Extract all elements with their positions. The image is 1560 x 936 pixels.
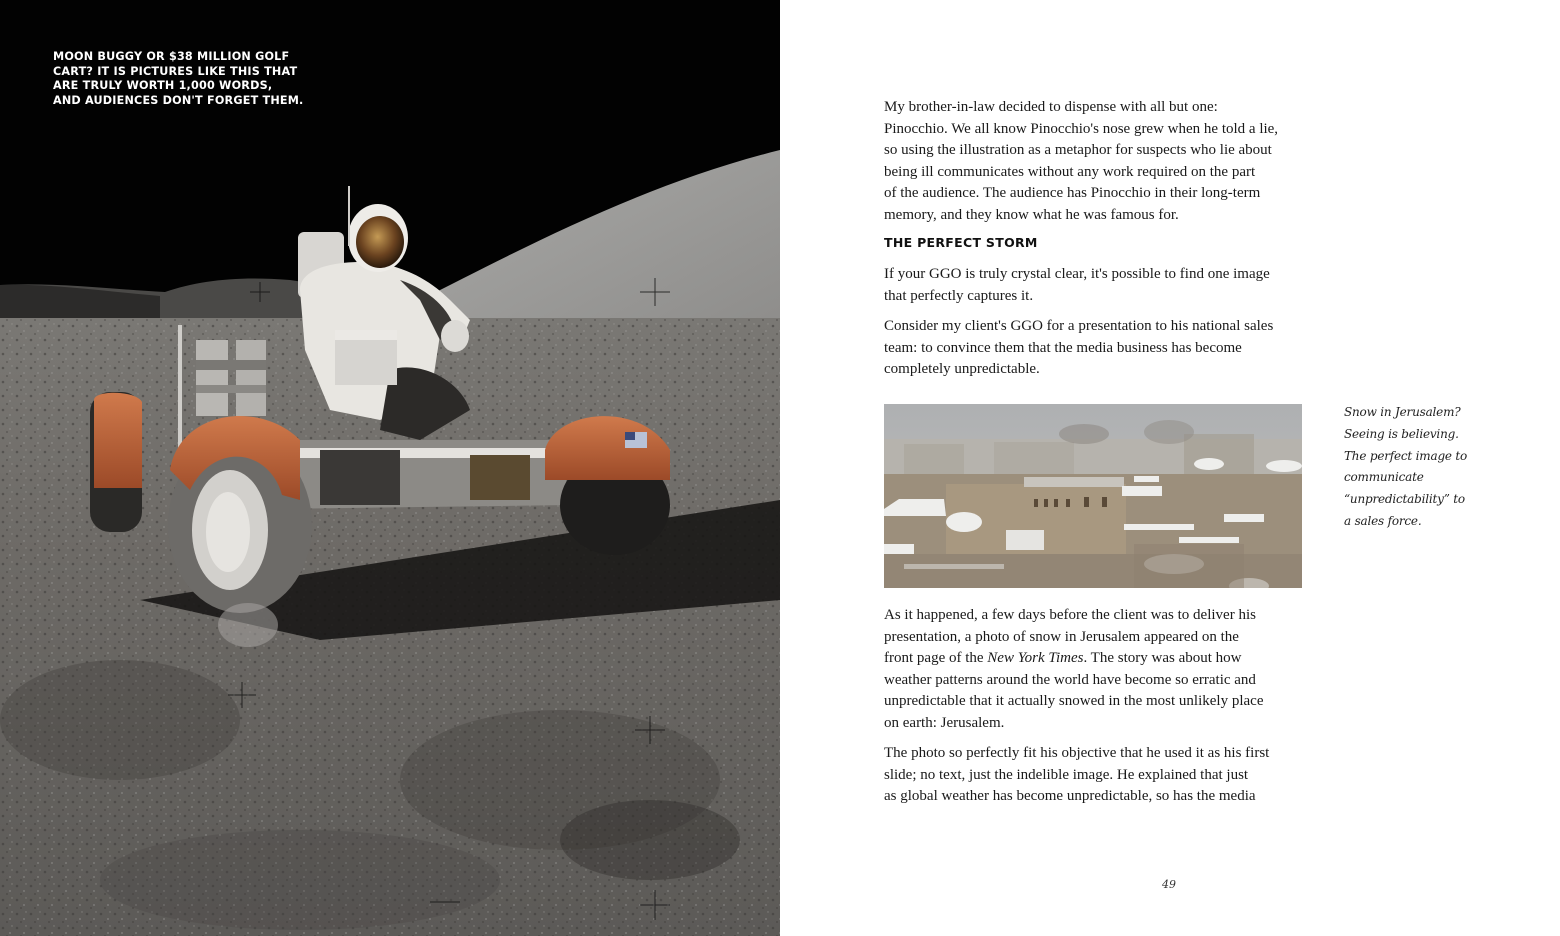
paragraph-ggo <box>884 264 1324 307</box>
text-line: completely unpredictable. <box>884 361 1040 377</box>
caption-line: “unpredictability” to <box>1344 492 1465 507</box>
text-line: slide; no text, just the indelible image. He explained that just <box>884 766 1249 783</box>
text-line: memory, and they know what he was famous for. <box>884 206 1179 223</box>
text-fragment: . The story was about how <box>1083 650 1242 666</box>
paragraph-nyt <box>884 605 1324 734</box>
caption-line: MOON BUGGY OR $38 MILLION GOLF <box>53 50 290 63</box>
text-line: team: to convince them that the media business has become <box>884 339 1242 356</box>
snow-in-jerusalem-photo <box>884 404 1302 588</box>
body-text-lower <box>884 605 1324 817</box>
text-line: being ill communicates without any work required on the part <box>884 163 1256 180</box>
text-line: unpredictable that it actually snowed in the most unlikely place <box>884 693 1264 709</box>
caption-line: communicate <box>1344 470 1424 485</box>
caption-line: ARE TRULY WORTH 1,000 WORDS, <box>53 79 273 92</box>
text-line: If your GGO is truly crystal clear, it's possible to find one image <box>884 266 1270 282</box>
text-line: weather patterns around the world have become so erratic and <box>884 671 1256 688</box>
text-line: on earth: Jerusalem. <box>884 714 1005 731</box>
publication-title: New York Times <box>987 650 1084 666</box>
caption-line: The perfect image to <box>1344 448 1468 463</box>
caption-line: CART? IT IS PICTURES LIKE THIS THAT <box>53 64 298 78</box>
caption-line: AND AUDIENCES DON'T FORGET THEM. <box>53 93 304 107</box>
text-line <box>884 648 1324 670</box>
text-line: presentation, a photo of snow in Jerusalem appeared on the <box>884 628 1239 645</box>
paragraph-first-slide <box>884 743 1324 808</box>
page-number: 49 <box>1162 878 1176 891</box>
body-text-upper <box>884 97 1324 390</box>
caption-line: Seeing is believing. <box>1344 426 1459 441</box>
text-line: Consider my client's GGO for a presentation to his national sales <box>884 318 1274 334</box>
text-line: The photo so perfectly fit his objective that he used it as his first <box>884 745 1270 761</box>
text-fragment: front page of the <box>884 650 988 666</box>
text-line: As it happened, a few days before the client was to deliver his <box>884 607 1256 623</box>
text-line: as global weather has become unpredictable, so has the media <box>884 788 1256 804</box>
text-line: My brother-in-law decided to dispense with all but one: <box>884 99 1218 115</box>
text-line: Pinocchio. We all know Pinocchio's nose grew when he told a lie, <box>884 120 1279 137</box>
paragraph-pinocchio <box>884 97 1324 226</box>
figure-caption <box>1344 402 1484 533</box>
right-page <box>780 0 1560 936</box>
text-line: that perfectly captures it. <box>884 287 1034 304</box>
text-line: so using the illustration as a metaphor for suspects who lie about <box>884 142 1272 158</box>
section-heading: THE PERFECT STORM <box>884 235 1038 250</box>
text-line: of the audience. The audience has Pinocchio in their long-term <box>884 185 1261 201</box>
paragraph-client <box>884 316 1324 381</box>
caption-line: a sales force. <box>1344 513 1422 528</box>
photo-caption <box>53 50 313 108</box>
caption-line: Snow in Jerusalem? <box>1344 405 1461 419</box>
